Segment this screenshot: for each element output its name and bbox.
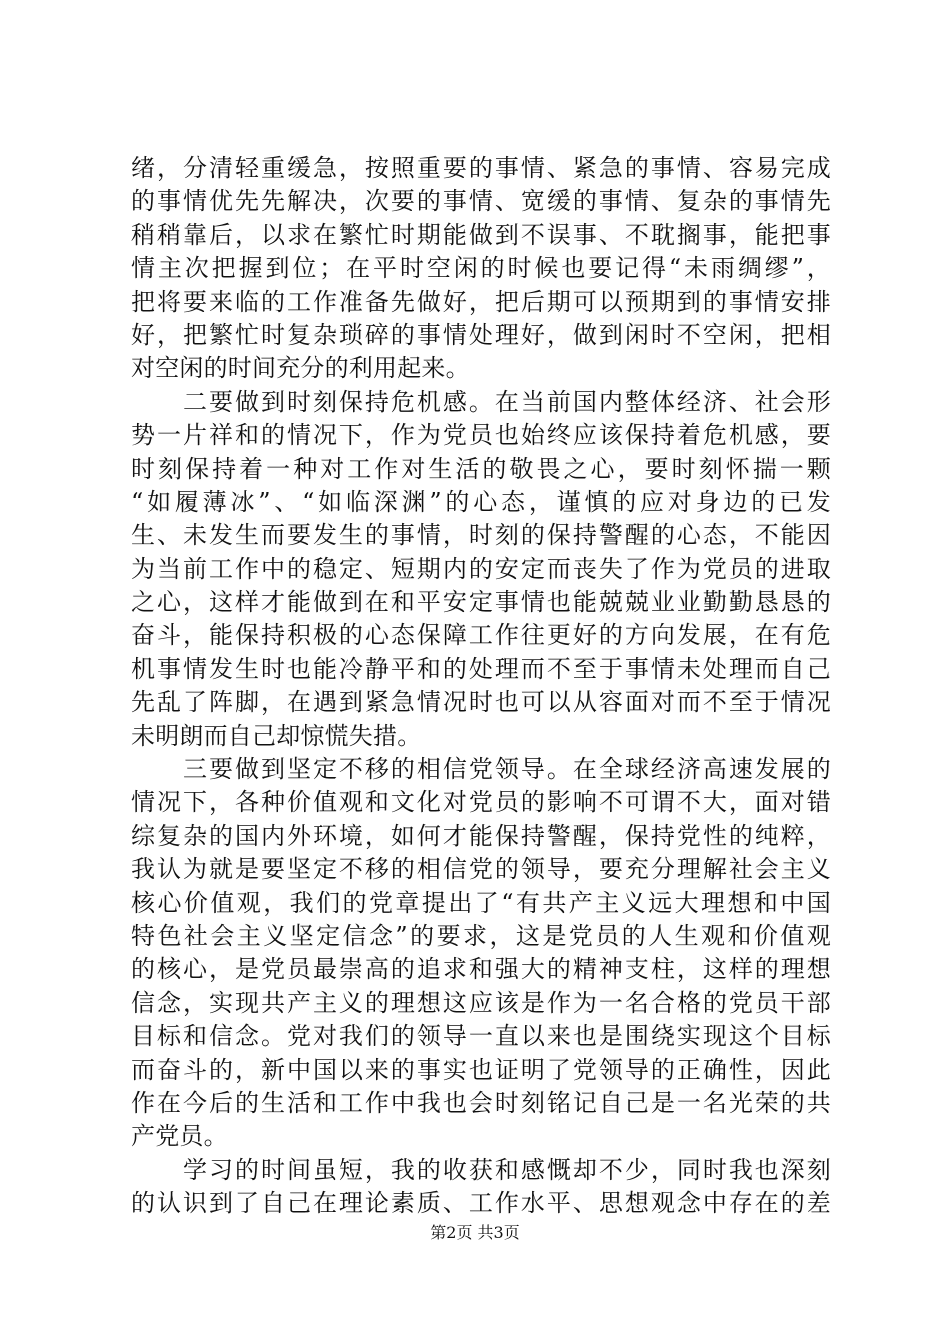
text-line: “如履薄冰”、“如临深渊”的心态，谨慎的应对身边的已发: [131, 487, 831, 516]
text-line: 的事情优先先解决，次要的事情、宽缓的事情、复杂的事情先: [131, 187, 831, 216]
text-line: 情主次把握到位；在平时空闲的时候也要记得“未雨绸缪”，: [131, 254, 831, 283]
text-line: 特色社会主义坚定信念”的要求，这是党员的人生观和价值观: [131, 921, 831, 950]
text-line: 核心价值观，我们的党章提出了“有共产主义远大理想和中国: [131, 888, 831, 917]
text-line: 目标和信念。党对我们的领导一直以来也是围绕实现这个目标: [131, 1022, 831, 1051]
text-line: 产党员。: [131, 1122, 228, 1151]
text-line: 好，把繁忙时复杂琐碎的事情处理好，做到闲时不空闲，把相: [131, 320, 831, 349]
text-line: 机事情发生时也能冷静平和的处理而不至于事情未处理而自己: [131, 654, 831, 683]
text-line: 我认为就是要坚定不移的相信党的领导，要充分理解社会主义: [131, 855, 831, 884]
page-footer: 第2页 共3页: [430, 1223, 520, 1242]
text-line: 绪，分清轻重缓急，按照重要的事情、紧急的事情、容易完成: [131, 154, 831, 182]
text-line: 二要做到时刻保持危机感。在当前国内整体经济、社会形: [131, 387, 831, 416]
text-line: 势一片祥和的情况下，作为党员也始终应该保持着危机感，要: [131, 421, 831, 450]
text-line: 对空闲的时间充分的利用起来。: [131, 354, 470, 383]
text-line: 的认识到了自己在理论素质、工作水平、思想观念中存在的差: [131, 1189, 831, 1218]
text-line: 三要做到坚定不移的相信党领导。在全球经济高速发展的: [131, 755, 831, 784]
text-line: 的核心，是党员最崇高的追求和强大的精神支柱，这样的理想: [131, 955, 831, 984]
body-text: [131, 152, 831, 1221]
text-line: 未明朗而自己却惊慌失措。: [131, 721, 422, 750]
text-line: 之心，这样才能做到在和平安定事情也能兢兢业业勤勤恳恳的: [131, 588, 831, 617]
text-line: 先乱了阵脚，在遇到紧急情况时也可以从容面对而不至于情况: [131, 688, 831, 717]
text-line: 把将要来临的工作准备先做好，把后期可以预期到的事情安排: [131, 287, 831, 316]
text-line: 综复杂的国内外环境，如何才能保持警醒，保持党性的纯粹，: [131, 821, 831, 850]
text-line: 为当前工作中的稳定、短期内的安定而丧失了作为党员的进取: [131, 554, 831, 583]
text-line: 情况下，各种价值观和文化对党员的影响不可谓不大，面对错: [131, 788, 831, 817]
text-line: 稍稍靠后，以求在繁忙时期能做到不误事、不耽搁事，能把事: [131, 220, 831, 249]
text-line: 而奋斗的，新中国以来的事实也证明了党领导的正确性，因此: [131, 1055, 831, 1084]
text-line: 时刻保持着一种对工作对生活的敬畏之心，要时刻怀揣一颗: [131, 454, 831, 483]
text-line: 作在今后的生活和工作中我也会时刻铭记自己是一名光荣的共: [131, 1088, 831, 1117]
text-line: 生、未发生而要发生的事情，时刻的保持警醒的心态，不能因: [131, 521, 831, 550]
text-line: 奋斗，能保持积极的心态保障工作往更好的方向发展，在有危: [131, 621, 831, 650]
text-line: 信念，实现共产主义的理想这应该是作为一名合格的党员干部: [131, 988, 831, 1017]
text-line: 学习的时间虽短，我的收获和感慨却不少，同时我也深刻: [131, 1155, 831, 1184]
